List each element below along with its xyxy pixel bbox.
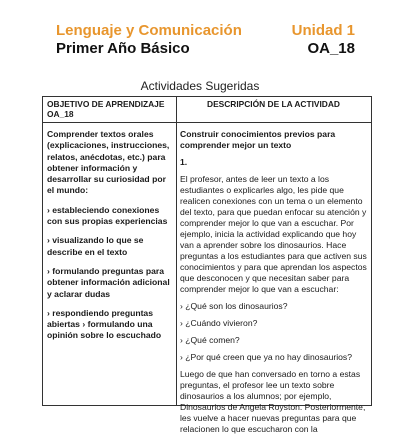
- question-item: › ¿Por qué creen que ya no hay dinosaurios?: [180, 352, 352, 362]
- objective-column: [43, 97, 177, 405]
- objective-bullet: › estableciendo conexiones con sus propias experiencias: [47, 204, 168, 227]
- activity-paragraph: El profesor, antes de leer un texto a los estudiantes o explicarles algo, les pide que realicen conexiones con un tema o un elemento del texto, para que puedan enfocar su atención y comprender mejor lo que van a escuchar. Por ejemplo, inicia la actividad explicando que hoy van a aprender sobre los dinosaurios. Hace preguntas a los estudiantes para que activen sus conocimientos y para que aprendan los aspectos que desconocen y que necesitan saber para comprender mejor lo que van a escuchar:: [180, 174, 367, 294]
- objective-column-header: OBJETIVO DE APRENDIZAJE OA_18: [43, 97, 176, 123]
- objective-cell: [43, 123, 176, 342]
- activity-column-header: DESCRIPCIÓN DE LA ACTIVIDAD: [176, 97, 371, 123]
- objective-bullet: › formulando preguntas para obtener información adicional y aclarar dudas: [47, 265, 170, 299]
- section-title: Actividades Sugeridas: [140, 79, 260, 93]
- header-right: [292, 22, 355, 58]
- grade-title: Primer Año Básico: [56, 40, 190, 57]
- objective-text: Comprender textos orales (explicaciones, instrucciones, relatos, anécdotas, etc.) para obtener información y desarrollar su curiosidad por el mundo:: [47, 129, 170, 196]
- question-item: › ¿Qué son los dinosaurios?: [180, 301, 288, 311]
- unit-title: Unidad 1: [291, 22, 355, 39]
- objective-bullet: › visualizando lo que se describe en el texto: [47, 235, 144, 257]
- activity-paragraph: Luego de que han conversado en torno a estas preguntas, el profesor lee un texto sobre dinosaurios a los alumnos; por ejemplo, Dinosaurios de Angela Royston. Posteriormente, les vuelve a hacer nuevas preguntas para que relacionen lo que escucharon con la: [180, 369, 366, 434]
- activity-cell: [176, 123, 371, 435]
- activity-table: [42, 96, 372, 434]
- objective-code: OA_18: [307, 40, 355, 57]
- question-item: › ¿Cuándo vivieron?: [180, 318, 258, 328]
- header-left: [56, 22, 242, 58]
- activity-number: 1.: [180, 157, 188, 167]
- objective-bullet: › respondiendo preguntas abiertas › formulando una opinión sobre lo escuchado: [47, 307, 162, 341]
- activity-column: [176, 97, 371, 434]
- activity-title: Construir conocimientos previos para comprender mejor un texto: [180, 129, 336, 150]
- subject-title: Lenguaje y Comunicación: [56, 22, 242, 39]
- question-item: › ¿Qué comen?: [180, 335, 240, 345]
